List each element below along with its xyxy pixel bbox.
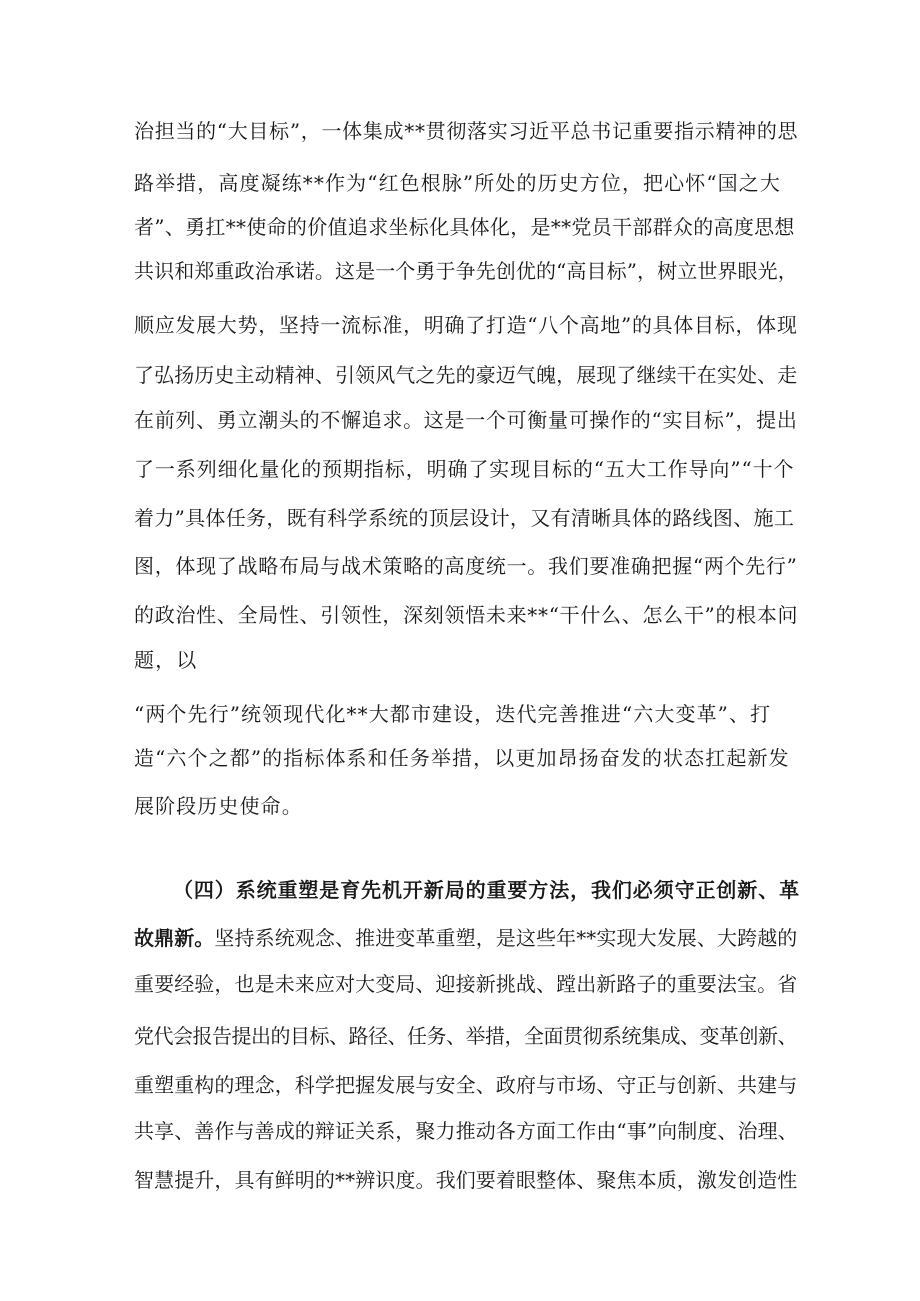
paragraph1-line-7: 在前列、勇立潮头的不懈追求。这是一个可衡量可操作的“实目标”，提出 [134,408,798,432]
paragraph1-line-15: 展阶段历史使命。 [134,794,303,818]
paragraph1-line-13: “两个先行”统领现代化**大都市建设，迭代完善推进“六大变革”、打 [134,702,772,726]
paragraph2-line-6: 智慧提升，具有鲜明的**辨识度。我们要着眼整体、聚焦本质，激发创造性 [134,1168,798,1192]
section-heading-line-2: 故鼎新。 [134,926,215,950]
paragraph1-line-4: 共识和郑重政治承诺。这是一个勇于争先创优的“高目标”，树立世界眼光， [134,259,798,283]
paragraph1-line-12: 题，以 [134,648,198,672]
paragraph1-line-8: 了一系列细化量化的预期指标，明确了实现目标的“五大工作导向”“十个 [134,457,795,481]
paragraph2-line-3: 党代会报告提出的目标、路径、任务、举措，全面贯彻系统集成、变革创新、 [134,1024,797,1048]
paragraph2-line-1-text: 坚持系统观念、推进变革重塑，是这些年**实现大发展、大跨越的 [214,926,798,950]
paragraph2-line-4: 重塑重构的理念，科学把握发展与安全、政府与市场、守正与创新、共建与 [134,1073,798,1097]
paragraph1-line-3: 者”、勇扛**使命的价值追求坐标化具体化，是**党员干部群众的高度思想 [134,215,795,239]
section-heading-line-1: （四）系统重塑是育先机开新局的重要方法，我们必须守正创新、革 [173,878,800,902]
paragraph1-line-6: 了弘扬历史主动精神、引领风气之先的豪迈气魄，展现了继续干在实处、走 [134,363,798,387]
paragraph2-line-1 [134,925,797,951]
paragraph1-line-1: 治担当的“大目标”，一体集成**贯彻落实习近平总书记重要指示精神的思 [134,119,799,143]
paragraph1-line-14: 造“六个之都”的指标体系和任务举措，以更加昂扬奋发的状态扛起新发 [134,746,790,770]
paragraph1-line-5: 顺应发展大势，坚持一流标准，明确了打造“八个高地”的具体目标，体现 [134,313,798,337]
paragraph1-line-2: 路举措，高度凝练**作为“红色根脉”所处的历史方位，把心怀“国之大 [134,171,781,195]
paragraph1-line-10: 图，体现了战略布局与战术策略的高度统一。我们要准确把握“两个先行” [134,554,798,578]
paragraph1-line-9: 着力”具体任务，既有科学系统的顶层设计，又有清晰具体的路线图、施工 [134,506,795,530]
paragraph1-line-11: 的政治性、全局性、引领性，深刻领悟未来**“干什么、怎么干”的根本问 [134,603,799,627]
paragraph2-line-2: 重要经验，也是未来应对大变局、迎接新挑战、蹚出新路子的重要法宝。省 [134,972,798,996]
paragraph2-line-5: 共享、善作与善成的辩证关系，聚力推动各方面工作由“事”向制度、治理、 [134,1119,798,1143]
